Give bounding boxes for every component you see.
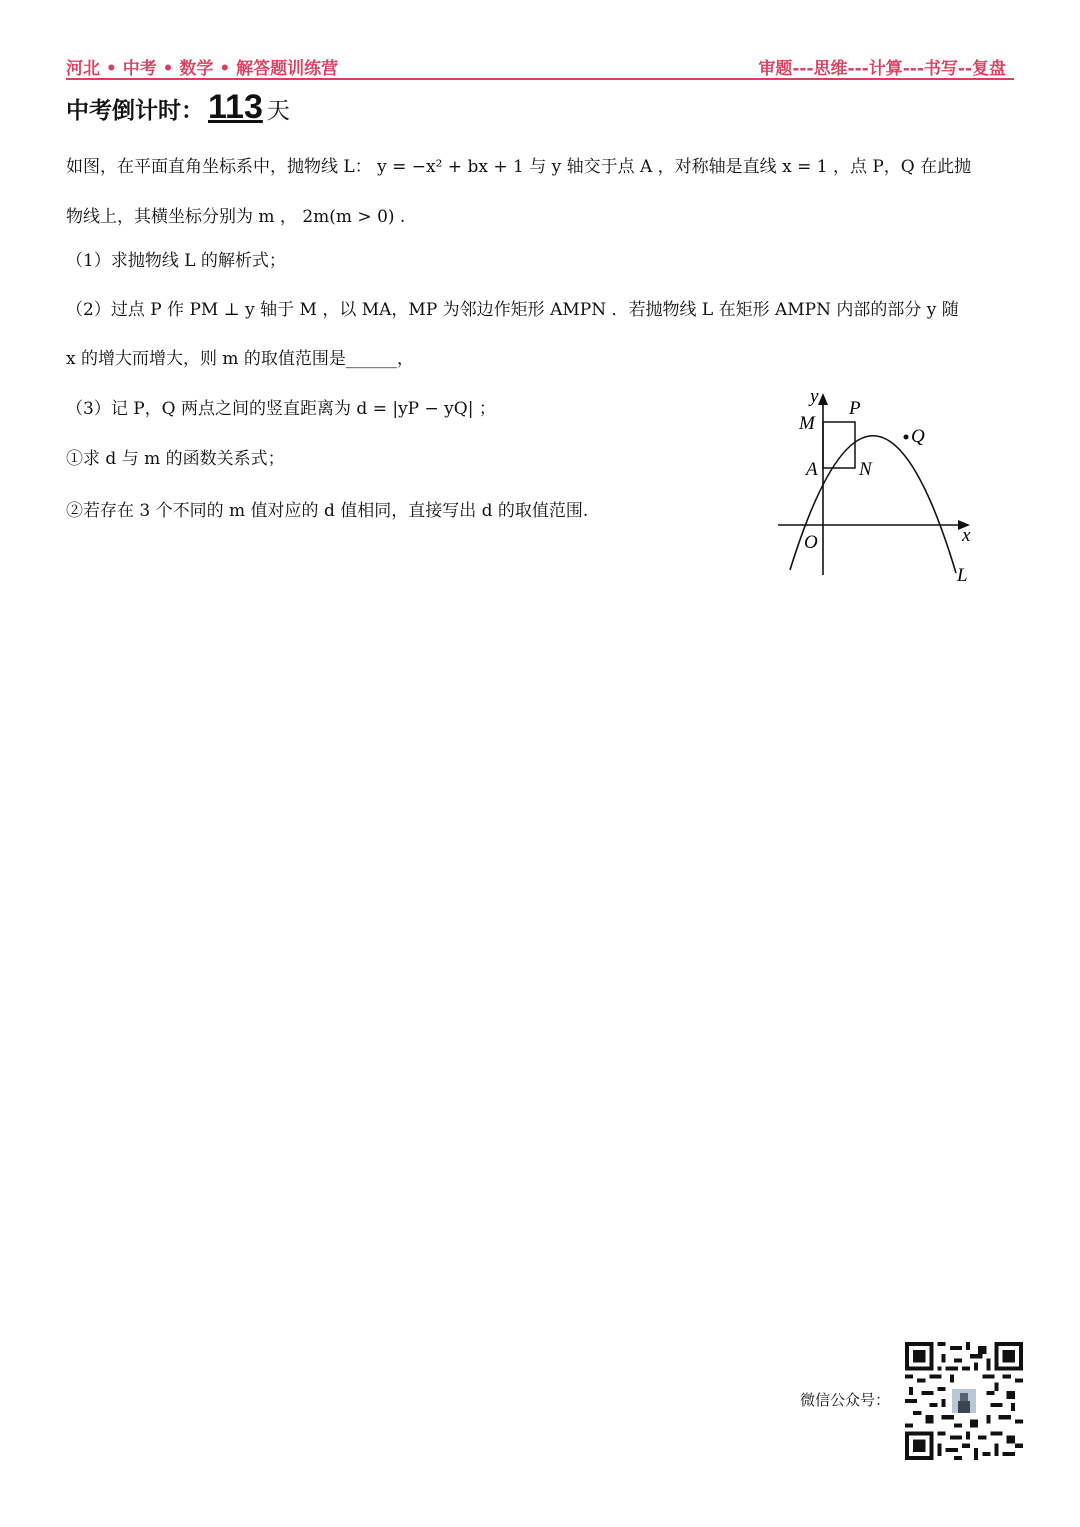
question-1: （1）求抛物线 L 的解析式；	[66, 251, 286, 271]
y-axis-arrow	[818, 393, 828, 405]
question-2-line-2: x 的增大而增大，则 m 的取值范围是______，	[66, 349, 414, 369]
countdown-label: 中考倒计时：	[66, 98, 204, 124]
countdown-days: 113	[208, 88, 263, 126]
point-p-label: P	[849, 398, 861, 419]
point-q-label: Q	[911, 426, 925, 447]
wechat-qr-code[interactable]	[905, 1342, 1023, 1460]
header-series-title: 河北 • 中考 • 数学 • 解答题训练营	[66, 59, 339, 79]
problem-line-2: 物线上，其横坐标分别为 m ， 2m(m > 0) .	[66, 207, 406, 227]
x-axis-label: x	[962, 525, 971, 546]
parabola-label: L	[957, 565, 968, 585]
question-3-part-1: ①求 d 与 m 的函数关系式；	[66, 449, 285, 469]
question-2-line-1: （2）过点 P 作 PM ⊥ y 轴于 M ，以 MA，MP 为邻边作矩形 AMPN ．若抛物线 L 在矩形 AMPN 内部的部分 y 随	[66, 300, 959, 320]
header-motto: 审题---思维---计算---书写--复盘	[758, 59, 1006, 79]
problem-line-1: 如图，在平面直角坐标系中，抛物线 L： y = −x² + bx + 1 与 y 轴交于点 A ，对称轴是直线 x = 1 ，点 P，Q 在此抛	[66, 157, 972, 177]
point-a-label: A	[806, 459, 818, 480]
exam-countdown	[66, 88, 290, 132]
question-3-part-2: ②若存在 3 个不同的 m 值对应的 d 值相同，直接写出 d 的取值范围.	[66, 501, 589, 521]
question-3: （3）记 P，Q 两点之间的竖直距离为 d = |yP − yQ| ；	[66, 399, 496, 419]
page-header	[66, 52, 1014, 80]
y-axis-label: y	[810, 386, 819, 407]
wechat-account-label: 微信公众号：	[800, 1391, 891, 1409]
countdown-unit: 天	[266, 98, 290, 124]
point-q-dot	[904, 435, 909, 440]
origin-label: O	[804, 532, 818, 553]
point-n-label: N	[859, 459, 872, 480]
point-m-label: M	[799, 413, 815, 434]
parabola-figure	[770, 385, 985, 585]
